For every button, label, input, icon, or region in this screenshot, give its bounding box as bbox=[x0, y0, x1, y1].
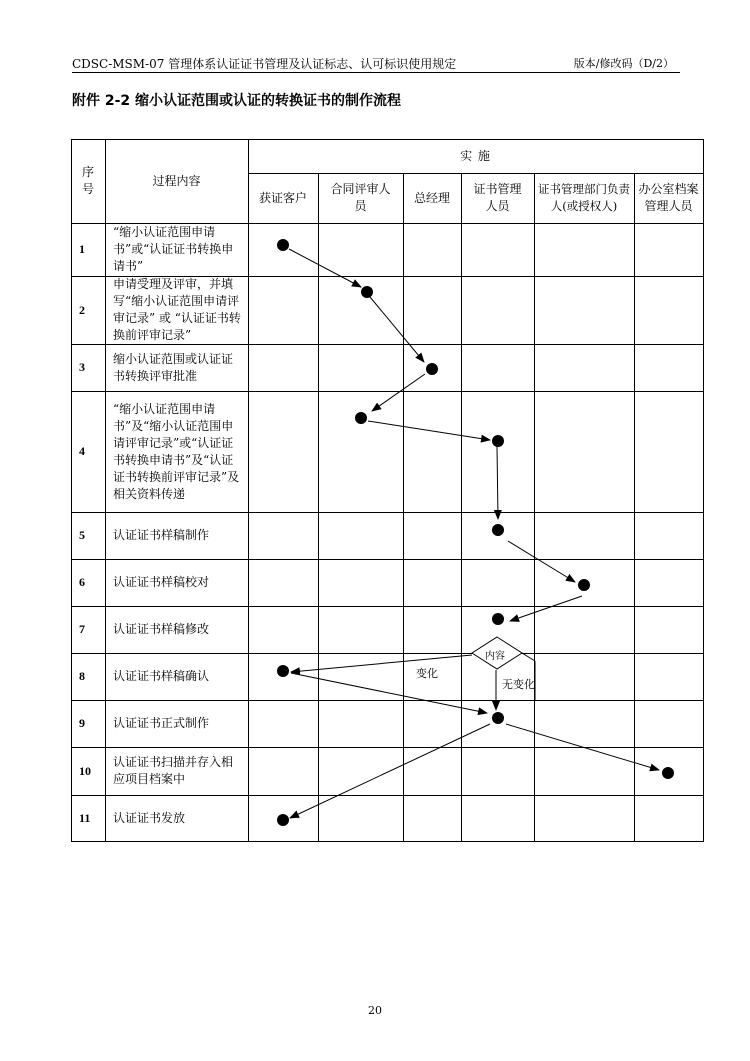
arrow-6-to-7 bbox=[510, 596, 582, 621]
decision-right-line bbox=[522, 653, 535, 661]
role-client: 获证客户 bbox=[258, 190, 307, 205]
row-10-content: 认证证书扫描并存入相应项目档案中 bbox=[113, 755, 234, 786]
page-number: 20 bbox=[368, 1004, 382, 1017]
role-dept-head: 证书管理部门负责人(或授权人) bbox=[538, 182, 630, 213]
row-6-content: 认证证书样稿校对 bbox=[113, 575, 210, 589]
role-contract-reviewer: 合同评审人员 bbox=[330, 182, 391, 213]
row-7-content: 认证证书样稿修改 bbox=[113, 622, 210, 636]
flow-nodes bbox=[277, 239, 674, 826]
node-row1-client bbox=[277, 239, 289, 251]
doc-code-title: CDSC-MSM-07 管理体系认证证书管理及认证标志、认可标识使用规定 bbox=[72, 57, 457, 71]
row-4-number: 4 bbox=[79, 444, 85, 458]
role-archive-manager: 办公室档案管理人员 bbox=[638, 182, 699, 213]
node-row3-gm bbox=[426, 363, 438, 375]
arrow-4a-to-4b bbox=[368, 421, 490, 440]
row-7-number: 7 bbox=[79, 622, 85, 636]
node-row10-archive bbox=[662, 767, 674, 779]
row-5-number: 5 bbox=[79, 528, 85, 542]
row-11-number: 11 bbox=[79, 811, 91, 825]
row-3-content: 缩小认证范围或认证证书转换评审批准 bbox=[113, 351, 234, 383]
decision-label: 内容 bbox=[485, 651, 505, 662]
row-9-number: 9 bbox=[79, 716, 85, 730]
row-5-content: 认证证书样稿制作 bbox=[113, 528, 210, 542]
row-10-number: 10 bbox=[79, 763, 91, 778]
document-title: 附件 2-2 缩小认证范围或认证的转换证书的制作流程 bbox=[72, 93, 402, 109]
row-1-number: 1 bbox=[79, 242, 85, 256]
node-row4-cert-manager bbox=[492, 435, 504, 447]
arrow-9-to-11 bbox=[290, 724, 490, 818]
node-row11-client bbox=[277, 814, 289, 826]
node-row8-client bbox=[277, 665, 289, 677]
arrow-5-to-6 bbox=[508, 541, 575, 582]
row-8-content: 认证证书样稿确认 bbox=[113, 669, 210, 683]
node-row4-reviewer bbox=[355, 412, 367, 424]
node-row2-reviewer bbox=[361, 286, 373, 298]
col-content-header: 过程内容 bbox=[152, 173, 201, 188]
version-code: 版本/修改码（D/2） bbox=[573, 57, 674, 70]
row-2-content: 申请受理及评审，并填写“缩小认证范围申请评审记录” 或 “认证证书转换前评审记录” bbox=[113, 277, 241, 342]
node-row7-cert-manager bbox=[492, 613, 504, 625]
unchanged-label: 无变化 bbox=[502, 678, 535, 691]
row-3-number: 3 bbox=[79, 360, 85, 374]
row-9-content: 认证证书正式制作 bbox=[113, 716, 210, 730]
node-row5-cert-manager bbox=[492, 524, 504, 536]
arrow-1-to-2 bbox=[289, 249, 361, 287]
row-2-number: 2 bbox=[79, 302, 85, 317]
row-8-number: 8 bbox=[79, 669, 85, 683]
arrow-4-to-5 bbox=[497, 446, 498, 519]
changed-label: 变化 bbox=[416, 667, 438, 680]
col-seq-header: 序号 bbox=[81, 165, 94, 196]
col-impl-header: 实 施 bbox=[460, 148, 491, 163]
table-grid-lines bbox=[71, 139, 704, 842]
node-row6-dept-head bbox=[578, 579, 590, 591]
role-cert-manager: 证书管理人员 bbox=[473, 182, 522, 213]
flow-arrows bbox=[289, 249, 659, 818]
row-1-content: “缩小认证范围申请书”或“认证证书转换申请书” bbox=[113, 225, 234, 273]
arrow-3-to-4 bbox=[372, 374, 425, 411]
role-general-manager: 总经理 bbox=[413, 190, 450, 205]
row-11-content: 认证证书发放 bbox=[113, 811, 186, 825]
arrow-2-to-3 bbox=[370, 297, 424, 362]
arrow-8-to-9 bbox=[291, 673, 487, 713]
row-6-number: 6 bbox=[79, 575, 85, 589]
node-row9-cert-manager bbox=[492, 712, 504, 724]
row-4-content: “缩小认证范围申请书”及“缩小认证范围申请评审记录”或“认证证书转换申请书”及“认证证书转换前评审记录”及相关资料传递 bbox=[113, 401, 240, 501]
